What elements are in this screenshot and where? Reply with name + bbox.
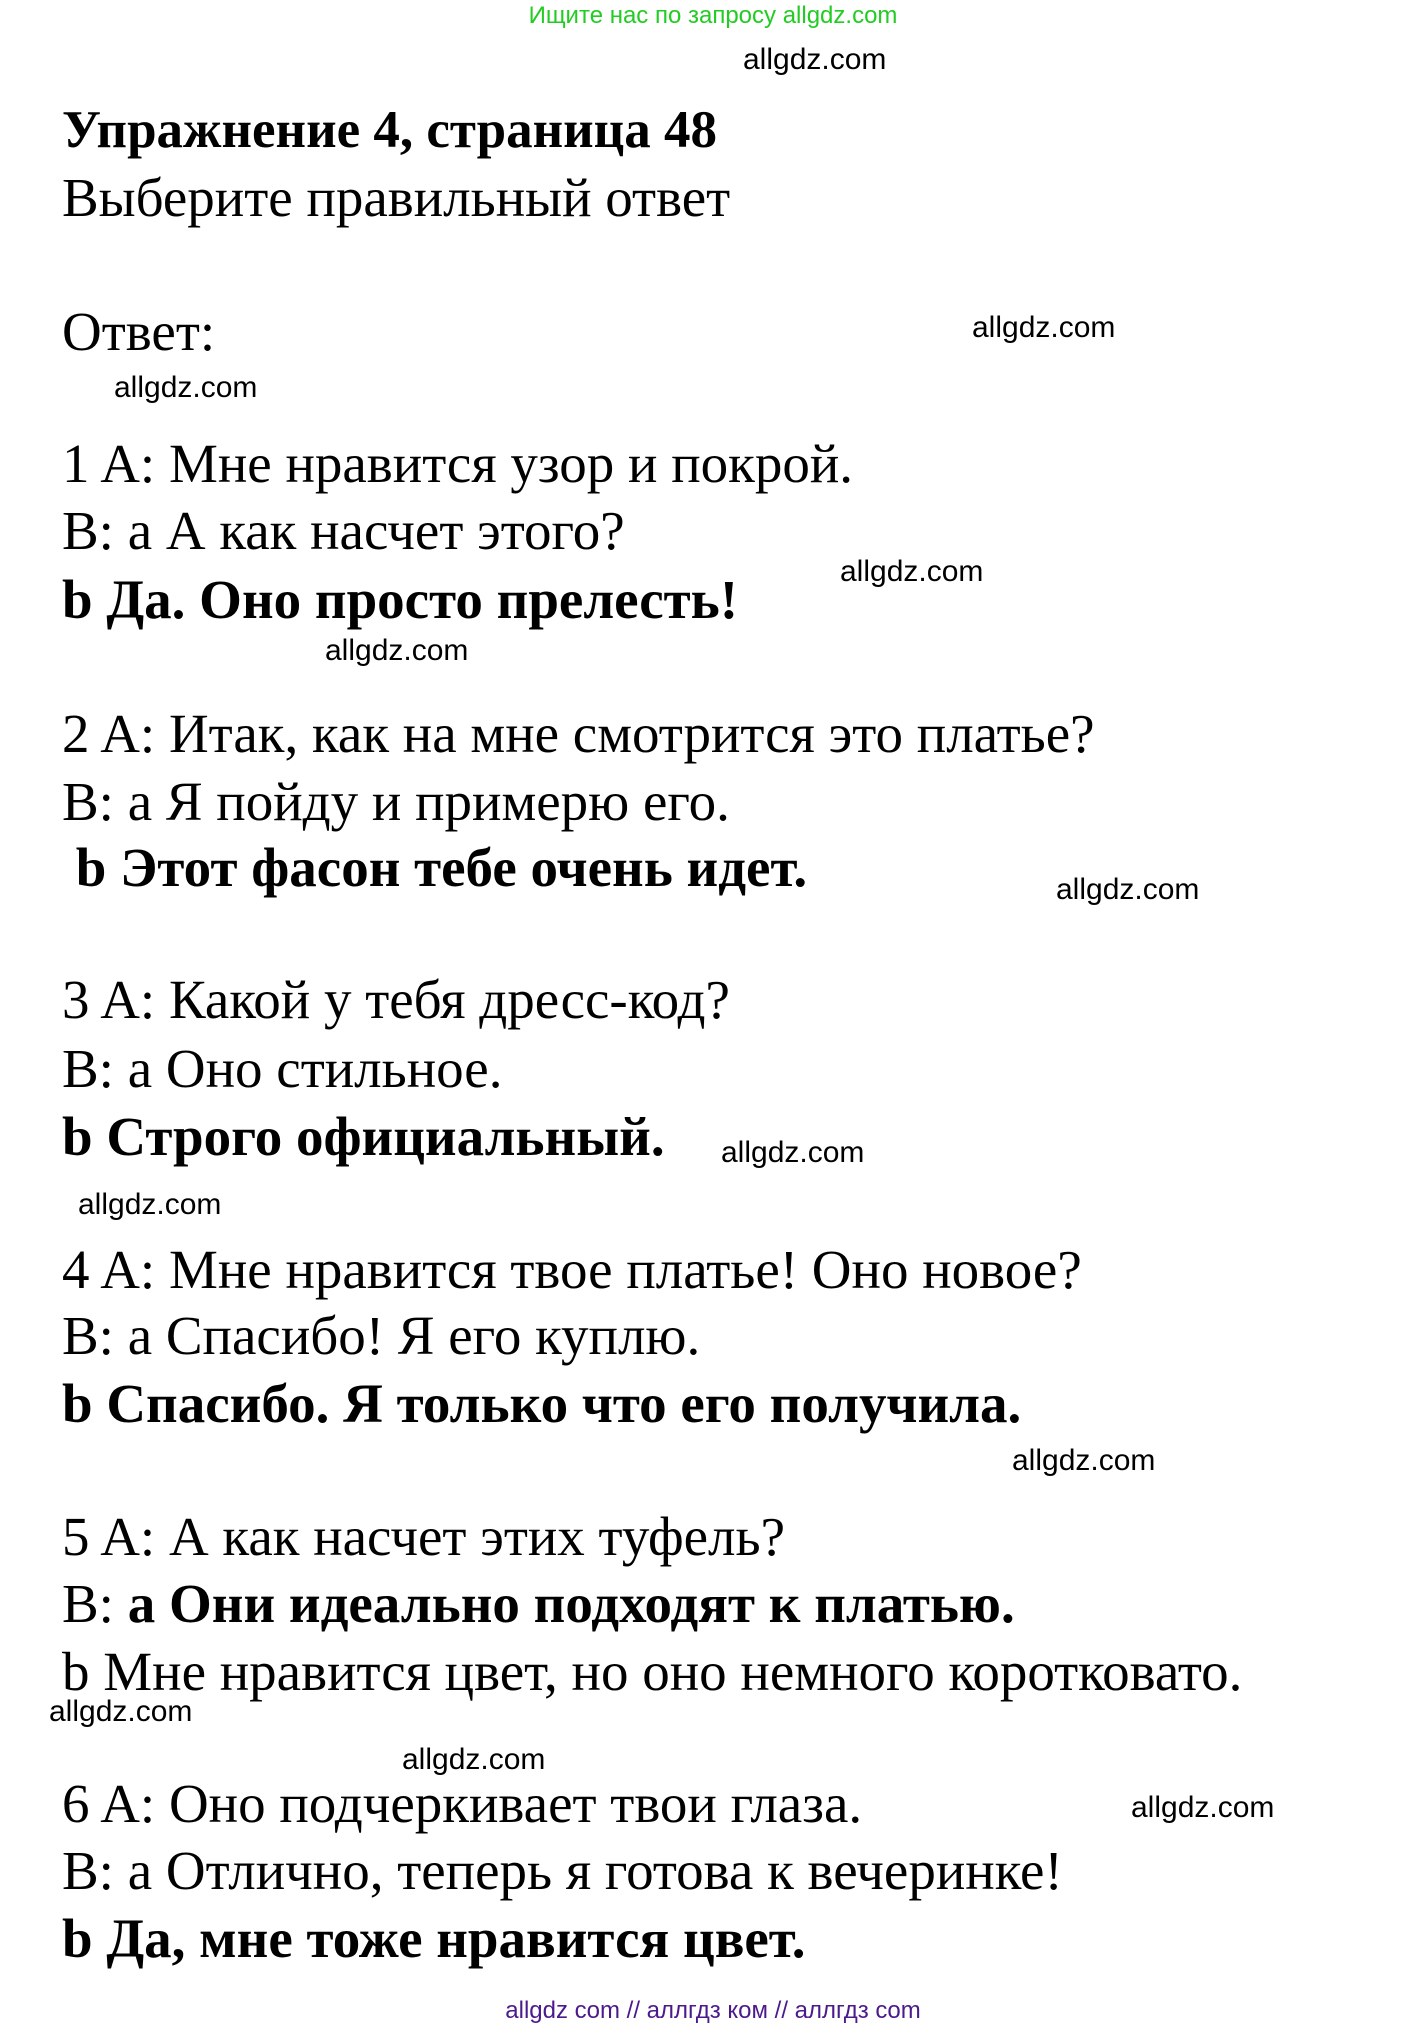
dialogue-line <box>62 769 730 835</box>
dialogue-line <box>62 431 853 497</box>
search-banner: Ищите нас по запросу allgdz.com <box>528 2 898 29</box>
dialogue-line <box>62 1036 502 1102</box>
watermark: allgdz.com <box>840 555 984 588</box>
dialogue-line <box>62 1104 665 1170</box>
line-text <box>62 837 76 898</box>
correct-answer: b Этот фасон тебе очень идет. <box>75 837 808 898</box>
line-text: 6 A: Оно подчеркивает твои глаза. <box>62 1773 863 1834</box>
line-text: B: a А как насчет этого? <box>62 500 625 561</box>
dialogue-line <box>62 1371 1021 1437</box>
dialogue-line <box>62 1639 1242 1705</box>
dialogue-line <box>62 1504 785 1570</box>
dialogue-line <box>62 701 1095 767</box>
dialogue-line <box>62 1303 700 1369</box>
line-text: B: a Отлично, теперь я готова к вечеринке! <box>62 1840 1063 1901</box>
watermark: allgdz.com <box>49 1695 193 1728</box>
answer-label: Ответ: <box>62 301 216 362</box>
line-text: B: <box>62 1573 128 1634</box>
watermark: allgdz.com <box>325 634 469 667</box>
correct-answer: b Строго официальный. <box>62 1106 665 1167</box>
watermark: allgdz.com <box>78 1188 222 1221</box>
correct-answer: b Да, мне тоже нравится цвет. <box>62 1908 806 1969</box>
watermark: allgdz.com <box>1056 873 1200 906</box>
dialogue-line <box>62 1771 862 1837</box>
dialogue-line <box>62 1906 805 1972</box>
watermark: allgdz.com <box>114 371 258 404</box>
line-text: 3 A: Какой у тебя дресс-код? <box>62 969 730 1030</box>
watermark: allgdz.com <box>972 311 1116 344</box>
watermark: allgdz.com <box>743 43 887 76</box>
correct-answer: b Да. Оно просто прелесть! <box>62 569 739 630</box>
page-title: Упражнение 4, страница 48 <box>62 101 717 159</box>
footer-banner: allgdz com // аллгдз ком // аллгдз com <box>505 1997 921 2024</box>
line-text: 5 A: А как насчет этих туфель? <box>62 1506 785 1567</box>
line-text: B: a Спасибо! Я его куплю. <box>62 1305 701 1366</box>
correct-answer: a Они идеально подходят к платью. <box>127 1573 1015 1634</box>
dialogue-line <box>62 967 730 1033</box>
watermark: allgdz.com <box>1012 1444 1156 1477</box>
dialogue-line <box>62 1838 1063 1904</box>
line-text: B: a Я пойду и примерю его. <box>62 771 730 832</box>
correct-answer: b Спасибо. Я только что его получила. <box>62 1373 1022 1434</box>
watermark: allgdz.com <box>721 1136 865 1169</box>
line-text: b Мне нравится цвет, но оно немного коротковато. <box>62 1641 1243 1702</box>
dialogue-line <box>62 567 738 633</box>
instruction: Выберите правильный ответ <box>62 167 731 228</box>
line-text: 1 A: Мне нравится узор и покрой. <box>62 433 854 494</box>
dialogue-line <box>62 1571 1015 1637</box>
line-text: 2 A: Итак, как на мне смотрится это платье? <box>62 703 1095 764</box>
line-text: B: a Оно стильное. <box>62 1038 503 1099</box>
watermark: allgdz.com <box>1131 1791 1275 1824</box>
dialogue-line <box>62 835 807 901</box>
dialogue-line <box>62 1237 1082 1303</box>
dialogue-line <box>62 498 625 564</box>
watermark: allgdz.com <box>402 1743 546 1776</box>
line-text: 4 A: Мне нравится твое платье! Оно новое? <box>62 1239 1082 1300</box>
